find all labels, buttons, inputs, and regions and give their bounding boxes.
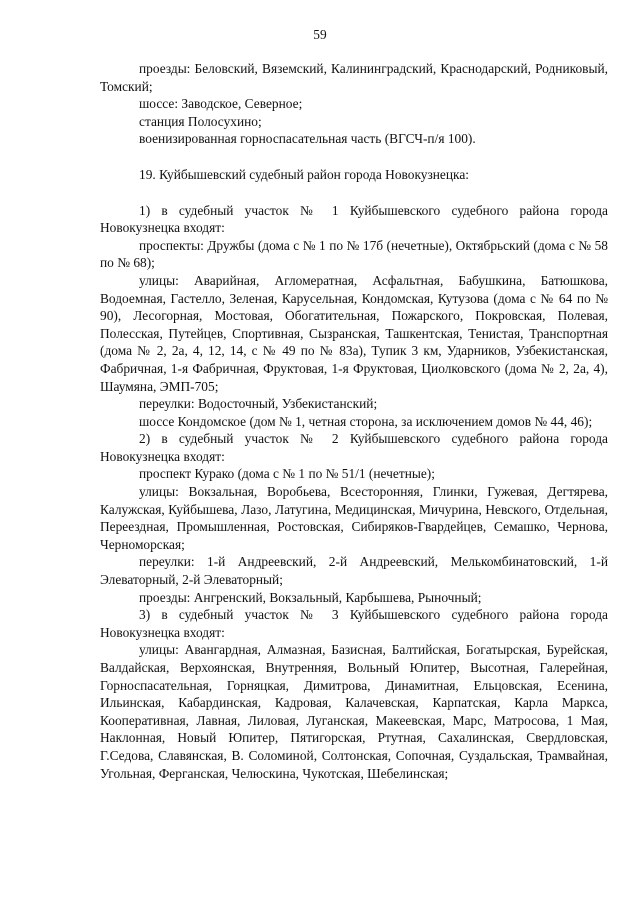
page-number: 59 xyxy=(313,27,327,42)
section-heading-19: 19. Куйбышевский судебный район города Новокузнецка: xyxy=(139,166,469,182)
paragraph-ulicy-3: улицы: Авангардная, Алмазная, Базисная, Балтийская, Богатырская, Бурейская, Валдайская, Верхоянская, Внутренняя, Вольный Юпитер, Высотная, Галерейная, Горноспасательная, Горняцкая, Димитрова, Динамитная, Ельцовская, Есенина, Ильинская, Кабардинская, Кадровая, Калачевская, Карпатская, Карла Маркса, Кооперативная, Лавная, Лиловая, Луганская, Макеевская, Марс, Матросова, 1 Мая, Наклонная, Новый Юпитер, Пятигорская, Ртутная, Сахалинская, Свердловская, Г.Седова, Славянская, В. Соломиной, Солтонская, Сопочная, Суздальская, Трамвайная, Угольная, Ферганская, Челюскина, Чукотская, Шебелинская; xyxy=(100,642,608,781)
paragraph-shosse: шоссе: Заводское, Северное; xyxy=(139,96,303,112)
paragraph-pereulki-1: переулки: Водосточный, Узбекистанский; xyxy=(139,396,378,412)
paragraph-pereulki-2: переулки: 1-й Андреевский, 2-й Андреевский, Мелькомбинатовский, 1-й Элеваторный, 2-й Элеваторный; xyxy=(100,554,608,588)
paragraph-stanciya: станция Полосухино; xyxy=(139,113,262,129)
paragraph-uchastok-2: 2) в судебный участок № 2 Куйбышевского судебного района города Новокузнецка входят: xyxy=(100,431,608,464)
paragraph-shosse-1: шоссе Кондомское (дом № 1, четная сторона, за исключением домов № 44, 46); xyxy=(139,413,593,429)
paragraph-prospekty-1: проспекты: Дружбы (дома с № 1 по № 17б (нечетные), Октябрьский (дома с № 58 по № 68); xyxy=(100,237,608,271)
paragraph-ulicy-2: улицы: Вокзальная, Воробьева, Всесторонняя, Глинки, Гужевая, Дегтярева, Калужская, Куйбышева, Лазо, Латугина, Медицинская, Мичурина, Невского, Отдельная, Переездная, Промышленная, Ростовская, Сибиряков-Гвардейцев, Семашко, Чернова, Черноморская; xyxy=(100,484,608,552)
spacer xyxy=(100,148,608,166)
paragraph-proezdy-2: проезды: Ангренский, Вокзальный, Карбышева, Рыночный; xyxy=(139,589,482,605)
paragraph-proezdy: проезды: Беловский, Вяземский, Калининградский, Краснодарский, Родниковый, Томский; xyxy=(100,61,608,94)
paragraph-vgsch: военизированная горноспасательная часть (ВГСЧ-п/я 100). xyxy=(139,131,476,147)
paragraph-uchastok-3: 3) в судебный участок № 3 Куйбышевского судебного района города Новокузнецка входят: xyxy=(100,607,608,640)
spacer xyxy=(100,184,608,202)
paragraph-uchastok-1: 1) в судебный участок № 1 Куйбышевского судебного района города Новокузнецка входят: xyxy=(100,202,608,236)
paragraph-prospekt-2: проспект Курако (дома с № 1 по № 51/1 (нечетные); xyxy=(139,466,435,482)
document-body xyxy=(100,60,608,782)
paragraph-ulicy-1: улицы: Аварийная, Агломератная, Асфальтная, Бабушкина, Батюшкова, Водоемная, Гастелло, Зеленая, Карусельная, Кондомская, Кутузова (дома с № 64 по № 90), Лесогорная, Мостовая, Обогатительная, Пожарского, Покровская, Полевая, Полесская, Путейцев, Спортивная, Сызранская, Ташкентская, Тенистая, Транспортная (дома № 2, 2а, 4, 12, 14, с № 49 по № 83а), Тупик 3 км, Ударников, Узбекистанская, Фабричная, 1-я Фабричная, Фруктовая, 1-я Фруктовая, Циолковского (дома № 2, 2а, 4), Шаумяна, ЭМП-705; xyxy=(100,272,608,394)
